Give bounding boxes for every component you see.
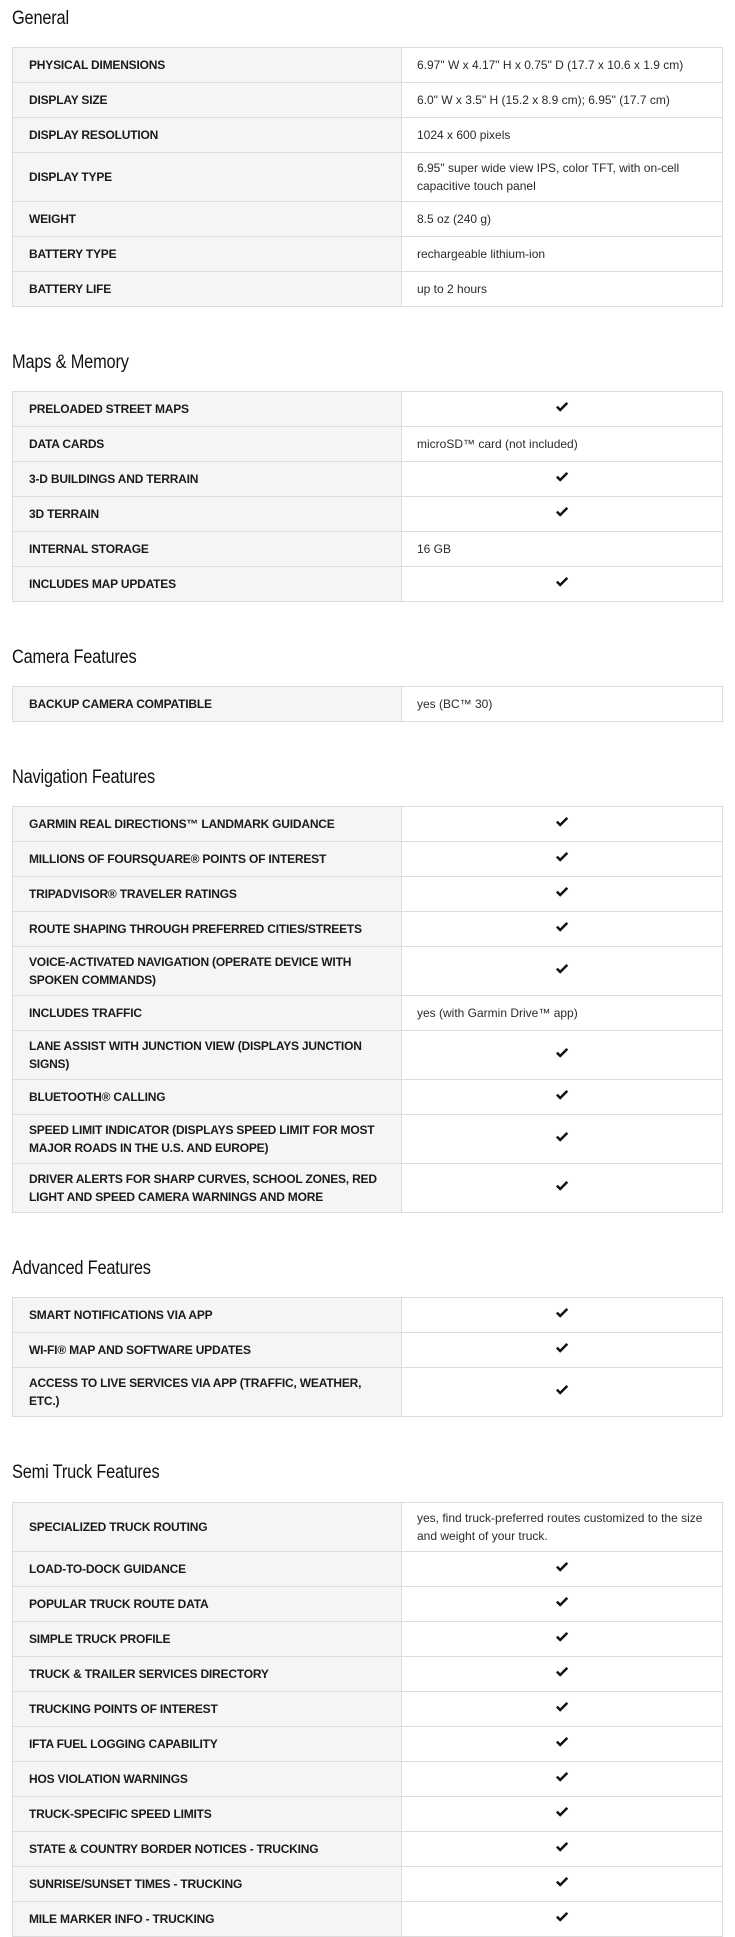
spec-value-check (402, 1622, 723, 1657)
spec-row (13, 842, 723, 877)
section-title: Camera Features (12, 647, 137, 668)
check-icon (555, 576, 569, 588)
spec-value-check (402, 1832, 723, 1867)
spec-label: BLUETOOTH® CALLING (13, 1080, 402, 1115)
spec-value-check (402, 1587, 723, 1622)
spec-label: PRELOADED STREET MAPS (13, 392, 402, 427)
spec-value: up to 2 hours (402, 272, 723, 307)
spec-label: TRIPADVISOR® TRAVELER RATINGS (13, 877, 402, 912)
spec-row (13, 237, 723, 272)
spec-table (12, 1297, 723, 1417)
check-icon (555, 1131, 569, 1143)
spec-label: DISPLAY RESOLUTION (13, 118, 402, 153)
spec-label: DISPLAY TYPE (13, 153, 402, 202)
spec-value-check (402, 807, 723, 842)
spec-label: TRUCKING POINTS OF INTEREST (13, 1692, 402, 1727)
spec-value-check (402, 1368, 723, 1417)
spec-value-check (402, 1298, 723, 1333)
spec-value-check (402, 1762, 723, 1797)
spec-value-check (402, 392, 723, 427)
spec-row (13, 48, 723, 83)
spec-label: SIMPLE TRUCK PROFILE (13, 1622, 402, 1657)
check-icon (555, 1911, 569, 1923)
spec-row (13, 1164, 723, 1213)
check-icon (555, 1806, 569, 1818)
spec-row (13, 83, 723, 118)
spec-value: 6.0" W x 3.5" H (15.2 x 8.9 cm); 6.95" (17.7 cm) (402, 83, 723, 118)
spec-row (13, 1867, 723, 1902)
check-icon (555, 1596, 569, 1608)
spec-row (13, 1727, 723, 1762)
spec-row (13, 1503, 723, 1552)
spec-row (13, 1902, 723, 1937)
spec-label: TRUCK-SPECIFIC SPEED LIMITS (13, 1797, 402, 1832)
spec-value-check (402, 462, 723, 497)
spec-label: BATTERY TYPE (13, 237, 402, 272)
spec-value-check (402, 877, 723, 912)
check-icon (555, 1736, 569, 1748)
spec-value: rechargeable lithium-ion (402, 237, 723, 272)
spec-value: 6.95" super wide view IPS, color TFT, with on-cell capacitive touch panel (402, 153, 723, 202)
spec-label: SPECIALIZED TRUCK ROUTING (13, 1503, 402, 1552)
check-icon (555, 1771, 569, 1783)
spec-row (13, 807, 723, 842)
spec-value: yes, find truck-preferred routes customized to the size and weight of your truck. (402, 1503, 723, 1552)
spec-value: 8.5 oz (240 g) (402, 202, 723, 237)
spec-label: DATA CARDS (13, 427, 402, 462)
check-icon (555, 1180, 569, 1192)
check-icon (555, 1342, 569, 1354)
spec-row (13, 272, 723, 307)
check-icon (555, 1701, 569, 1713)
spec-value-check (402, 1031, 723, 1080)
spec-value: microSD™ card (not included) (402, 427, 723, 462)
check-icon (555, 1876, 569, 1888)
check-icon (555, 1631, 569, 1643)
spec-section (12, 1417, 723, 1937)
spec-row (13, 392, 723, 427)
spec-value-check (402, 1115, 723, 1164)
spec-label: DISPLAY SIZE (13, 83, 402, 118)
spec-value: 1024 x 600 pixels (402, 118, 723, 153)
spec-value: yes (BC™ 30) (402, 687, 723, 722)
spec-row (13, 996, 723, 1031)
spec-row (13, 1552, 723, 1587)
spec-label: INCLUDES MAP UPDATES (13, 567, 402, 602)
spec-value-check (402, 1727, 723, 1762)
spec-label: INCLUDES TRAFFIC (13, 996, 402, 1031)
spec-value-check (402, 1080, 723, 1115)
spec-label: GARMIN REAL DIRECTIONS™ LANDMARK GUIDANCE (13, 807, 402, 842)
spec-label: POPULAR TRUCK ROUTE DATA (13, 1587, 402, 1622)
check-icon (555, 1561, 569, 1573)
spec-value-check (402, 567, 723, 602)
spec-label: MILLIONS OF FOURSQUARE® POINTS OF INTEREST (13, 842, 402, 877)
spec-row (13, 1115, 723, 1164)
spec-row (13, 1622, 723, 1657)
spec-value-check (402, 1164, 723, 1213)
check-icon (555, 1841, 569, 1853)
spec-label: HOS VIOLATION WARNINGS (13, 1762, 402, 1797)
spec-row (13, 947, 723, 996)
spec-label: ROUTE SHAPING THROUGH PREFERRED CITIES/STREETS (13, 912, 402, 947)
spec-label: TRUCK & TRAILER SERVICES DIRECTORY (13, 1657, 402, 1692)
spec-row (13, 1762, 723, 1797)
spec-row (13, 1298, 723, 1333)
spec-row (13, 1692, 723, 1727)
spec-row (13, 1368, 723, 1417)
section-title: Semi Truck Features (12, 1462, 160, 1483)
spec-table (12, 47, 723, 307)
spec-value-check (402, 947, 723, 996)
spec-label: 3D TERRAIN (13, 497, 402, 532)
spec-row (13, 202, 723, 237)
check-icon (555, 401, 569, 413)
check-icon (555, 1666, 569, 1678)
spec-value-check (402, 912, 723, 947)
check-icon (555, 1307, 569, 1319)
spec-table (12, 391, 723, 602)
section-title: Navigation Features (12, 767, 155, 788)
spec-label: PHYSICAL DIMENSIONS (13, 48, 402, 83)
spec-label: 3-D BUILDINGS AND TERRAIN (13, 462, 402, 497)
check-icon (555, 506, 569, 518)
check-icon (555, 1047, 569, 1059)
spec-row (13, 567, 723, 602)
spec-table (12, 686, 723, 722)
section-title: Advanced Features (12, 1258, 151, 1279)
spec-value-check (402, 497, 723, 532)
check-icon (555, 963, 569, 975)
spec-label: SMART NOTIFICATIONS VIA APP (13, 1298, 402, 1333)
spec-table (12, 1502, 723, 1937)
spec-row (13, 462, 723, 497)
check-icon (555, 1089, 569, 1101)
spec-row (13, 427, 723, 462)
spec-table (12, 806, 723, 1213)
spec-row (13, 153, 723, 202)
spec-value-check (402, 1797, 723, 1832)
spec-label: BACKUP CAMERA COMPATIBLE (13, 687, 402, 722)
spec-value-check (402, 842, 723, 877)
spec-row (13, 1080, 723, 1115)
spec-value: 16 GB (402, 532, 723, 567)
spec-row (13, 1031, 723, 1080)
spec-label: IFTA FUEL LOGGING CAPABILITY (13, 1727, 402, 1762)
spec-label: WEIGHT (13, 202, 402, 237)
spec-label: VOICE-ACTIVATED NAVIGATION (OPERATE DEVICE WITH SPOKEN COMMANDS) (13, 947, 402, 996)
spec-label: LOAD-TO-DOCK GUIDANCE (13, 1552, 402, 1587)
spec-row (13, 877, 723, 912)
spec-row (13, 912, 723, 947)
spec-label: DRIVER ALERTS FOR SHARP CURVES, SCHOOL ZONES, RED LIGHT AND SPEED CAMERA WARNINGS AND MORE (13, 1164, 402, 1213)
spec-row (13, 1333, 723, 1368)
check-icon (555, 471, 569, 483)
spec-section (12, 307, 723, 602)
spec-label: STATE & COUNTRY BORDER NOTICES - TRUCKING (13, 1832, 402, 1867)
spec-row (13, 687, 723, 722)
spec-row (13, 1797, 723, 1832)
spec-value-check (402, 1867, 723, 1902)
spec-label: MILE MARKER INFO - TRUCKING (13, 1902, 402, 1937)
spec-section (12, 602, 723, 722)
spec-row (13, 1657, 723, 1692)
spec-label: BATTERY LIFE (13, 272, 402, 307)
spec-label: INTERNAL STORAGE (13, 532, 402, 567)
spec-section (12, 0, 723, 307)
section-title: Maps & Memory (12, 352, 129, 373)
check-icon (555, 1384, 569, 1396)
spec-value-check (402, 1692, 723, 1727)
spec-value-check (402, 1657, 723, 1692)
check-icon (555, 886, 569, 898)
spec-row (13, 1587, 723, 1622)
check-icon (555, 816, 569, 828)
spec-label: ACCESS TO LIVE SERVICES VIA APP (TRAFFIC, WEATHER, ETC.) (13, 1368, 402, 1417)
spec-section (12, 722, 723, 1213)
spec-row (13, 497, 723, 532)
spec-label: WI-FI® MAP AND SOFTWARE UPDATES (13, 1333, 402, 1368)
check-icon (555, 921, 569, 933)
spec-row (13, 532, 723, 567)
spec-value-check (402, 1902, 723, 1937)
spec-value-check (402, 1333, 723, 1368)
spec-row (13, 118, 723, 153)
spec-value-check (402, 1552, 723, 1587)
spec-value: 6.97" W x 4.17" H x 0.75" D (17.7 x 10.6 x 1.9 cm) (402, 48, 723, 83)
check-icon (555, 851, 569, 863)
spec-label: LANE ASSIST WITH JUNCTION VIEW (DISPLAYS JUNCTION SIGNS) (13, 1031, 402, 1080)
spec-value: yes (with Garmin Drive™ app) (402, 996, 723, 1031)
spec-label: SUNRISE/SUNSET TIMES - TRUCKING (13, 1867, 402, 1902)
spec-section (12, 1213, 723, 1417)
spec-label: SPEED LIMIT INDICATOR (DISPLAYS SPEED LIMIT FOR MOST MAJOR ROADS IN THE U.S. AND EUROPE) (13, 1115, 402, 1164)
spec-row (13, 1832, 723, 1867)
section-title: General (12, 8, 69, 29)
